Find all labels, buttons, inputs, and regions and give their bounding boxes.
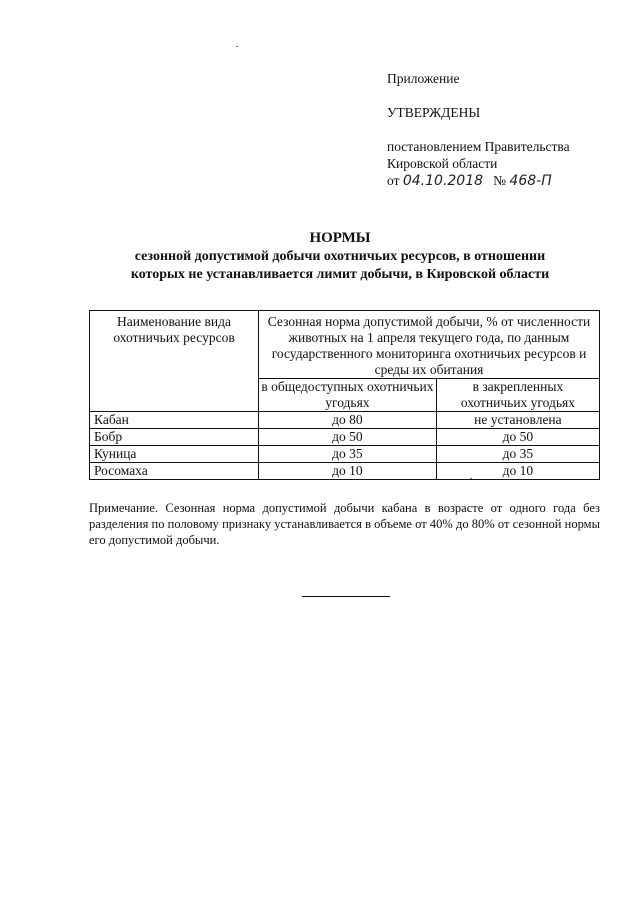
title-main: НОРМЫ — [309, 230, 371, 246]
table-row — [90, 446, 600, 463]
species-name: Куница — [90, 446, 259, 463]
approved-label: УТВЕРЖДЕНЫ — [387, 105, 481, 120]
norm-assigned: до 50 — [436, 429, 599, 446]
decree-line-2: Кировской области — [387, 156, 498, 171]
species-name: Росомаха — [90, 463, 259, 480]
species-name: Бобр — [90, 429, 259, 446]
header-public-lands: в общедоступных охотничьих угодьях — [259, 379, 437, 412]
table-row — [90, 429, 600, 446]
decree-date-line — [387, 172, 627, 190]
date-prefix: от — [387, 173, 400, 188]
norm-public: до 35 — [259, 446, 437, 463]
title-line-1: сезонной допустимой добычи охотничьих ресурсов, в отношении — [134, 249, 546, 264]
handwritten-number: 468-П — [509, 173, 552, 189]
table-row — [90, 412, 600, 429]
appendix-label: Приложение — [387, 71, 460, 86]
title-line-2: которых не устанавливается лимит добычи, в Кировской области — [130, 267, 550, 282]
norm-assigned: не установлена — [436, 412, 599, 429]
handwritten-date: 04.10.2018 — [402, 173, 484, 189]
decree-line-1: постановлением Правительства — [387, 139, 570, 154]
end-rule — [302, 596, 390, 597]
norms-table — [89, 310, 600, 480]
norm-assigned: до 10 — [436, 463, 599, 480]
document-title — [60, 229, 620, 284]
approval-block — [387, 70, 627, 190]
species-name: Кабан — [90, 412, 259, 429]
norm-assigned: до 35 — [436, 446, 599, 463]
table-row — [90, 463, 600, 480]
number-prefix: № — [493, 173, 507, 188]
header-norm: Сезонная норма допустимой добычи, % от численности животных на 1 апреля текущего года, по данным государственного мониторинга охотничьих ресурсов и среды их обитания — [259, 311, 600, 379]
norm-public: до 80 — [259, 412, 437, 429]
norm-public: до 10 — [259, 463, 437, 480]
scan-speck — [236, 46, 238, 47]
norm-public: до 50 — [259, 429, 437, 446]
header-assigned-lands: в закрепленных охотничьих угодьях — [436, 379, 599, 412]
header-species: Наименование вида охотничьих ресурсов — [90, 311, 259, 412]
note-paragraph: Примечание. Сезонная норма допустимой добычи кабана в возрасте от одного года без разделения по половому признаку устанавливается в объеме от 40% до 80% от сезонной нормы его допустимой добычи. — [89, 501, 600, 547]
